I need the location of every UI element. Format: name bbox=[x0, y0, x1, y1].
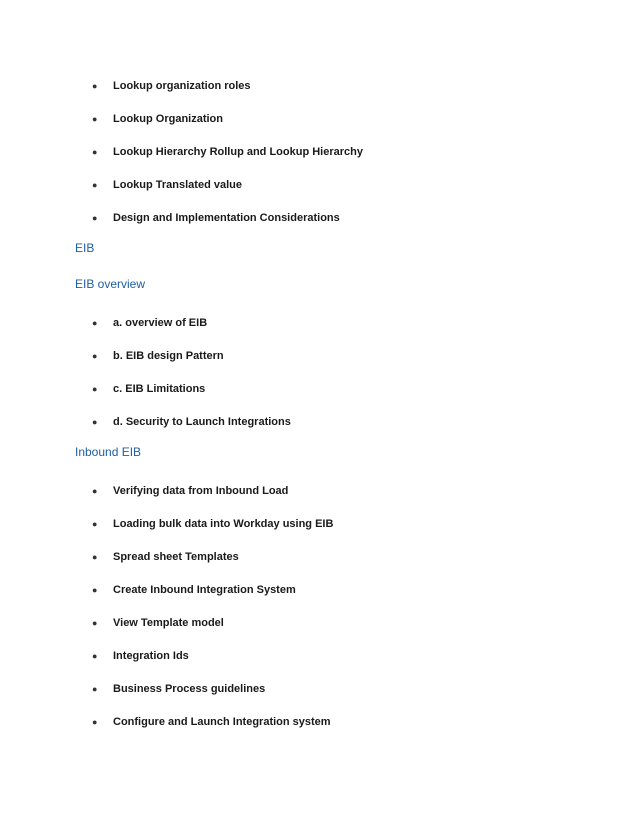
list-item bbox=[0, 683, 638, 716]
heading-inbound-eib: Inbound EIB bbox=[75, 445, 142, 459]
list-item-text: Spread sheet Templates bbox=[113, 551, 239, 563]
list-item bbox=[0, 383, 638, 416]
list-item-text: a. overview of EIB bbox=[113, 317, 208, 329]
list-item-text: Design and Implementation Considerations bbox=[113, 212, 340, 224]
bullet-icon: ● bbox=[92, 180, 98, 190]
list-item-text: Verifying data from Inbound Load bbox=[113, 485, 289, 497]
bullet-icon: ● bbox=[92, 114, 98, 124]
list-item bbox=[0, 317, 638, 350]
bullet-icon: ● bbox=[92, 552, 98, 562]
eib-overview-list bbox=[0, 317, 638, 449]
list-item bbox=[0, 650, 638, 683]
bullet-icon: ● bbox=[92, 213, 98, 223]
list-item-text: d. Security to Launch Integrations bbox=[113, 416, 291, 428]
list-item-text: c. EIB Limitations bbox=[113, 383, 206, 395]
list-item bbox=[0, 518, 638, 551]
bullet-icon: ● bbox=[92, 519, 98, 529]
list-item-text: b. EIB design Pattern bbox=[113, 350, 224, 362]
list-item-text: Lookup organization roles bbox=[113, 80, 251, 92]
heading-eib: EIB bbox=[75, 241, 95, 255]
list-item bbox=[0, 716, 638, 749]
bullet-icon: ● bbox=[92, 486, 98, 496]
bullet-icon: ● bbox=[92, 318, 98, 328]
list-item-text: Configure and Launch Integration system bbox=[113, 716, 331, 728]
list-item bbox=[0, 485, 638, 518]
bullet-icon: ● bbox=[92, 417, 98, 427]
list-item bbox=[0, 584, 638, 617]
list-item bbox=[0, 617, 638, 650]
bullet-icon: ● bbox=[92, 618, 98, 628]
list-item-text: Loading bulk data into Workday using EIB bbox=[113, 518, 334, 530]
list-item bbox=[0, 146, 638, 179]
list-item-text: Lookup Translated value bbox=[113, 179, 242, 191]
list-item-text: Lookup Organization bbox=[113, 113, 223, 125]
list-item-text: View Template model bbox=[113, 617, 224, 629]
bullet-icon: ● bbox=[92, 384, 98, 394]
bullet-icon: ● bbox=[92, 717, 98, 727]
list-item-text: Create Inbound Integration System bbox=[113, 584, 296, 596]
list-item bbox=[0, 113, 638, 146]
list-item-text: Lookup Hierarchy Rollup and Lookup Hierarchy bbox=[113, 146, 363, 158]
lookup-topics-list bbox=[0, 80, 638, 245]
bullet-icon: ● bbox=[92, 684, 98, 694]
list-item bbox=[0, 80, 638, 113]
bullet-icon: ● bbox=[92, 147, 98, 157]
bullet-icon: ● bbox=[92, 351, 98, 361]
list-item bbox=[0, 212, 638, 245]
list-item bbox=[0, 350, 638, 383]
list-item bbox=[0, 551, 638, 584]
bullet-icon: ● bbox=[92, 585, 98, 595]
heading-eib-overview: EIB overview bbox=[75, 277, 146, 291]
list-item-text: Integration Ids bbox=[113, 650, 189, 662]
list-item-text: Business Process guidelines bbox=[113, 683, 266, 695]
inbound-eib-list bbox=[0, 485, 638, 749]
bullet-icon: ● bbox=[92, 81, 98, 91]
bullet-icon: ● bbox=[92, 651, 98, 661]
list-item bbox=[0, 179, 638, 212]
